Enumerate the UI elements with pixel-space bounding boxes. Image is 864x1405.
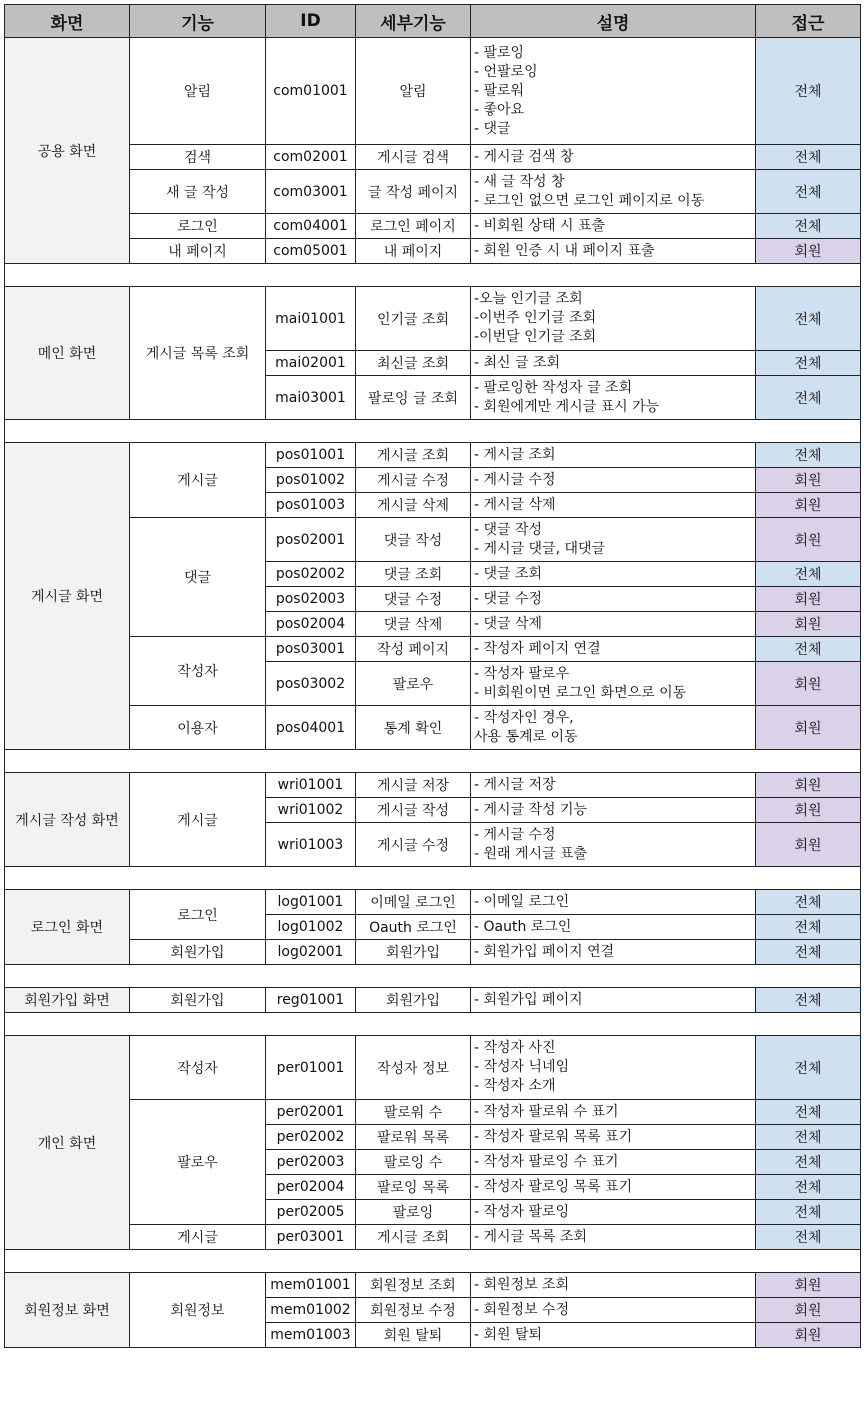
- description-line: - 팔로워: [474, 82, 525, 99]
- access-badge: 회원: [756, 773, 861, 798]
- description-cell: [471, 214, 756, 239]
- description-cell: [471, 637, 756, 662]
- id-cell: wri01001: [266, 773, 356, 798]
- table-row: [5, 38, 861, 145]
- description-line: - 작성자 팔로워 목록 표기: [474, 1128, 633, 1145]
- access-badge: 회원: [756, 518, 861, 562]
- screen-cell: 메인 화면: [5, 287, 130, 420]
- description-cell: [471, 988, 756, 1013]
- access-badge: 회원: [756, 239, 861, 264]
- screen-cell: 회원가입 화면: [5, 988, 130, 1013]
- divider-cell: [5, 1250, 861, 1273]
- description-cell: [471, 468, 756, 493]
- description-cell: [471, 1125, 756, 1150]
- description-line: - 작성자인 경우,: [474, 709, 574, 726]
- detail-cell: 글 작성 페이지: [356, 170, 471, 214]
- description-line: - 팔로잉한 작성자 글 조회: [474, 379, 633, 396]
- id-cell: mai01001: [266, 287, 356, 351]
- description-cell: [471, 940, 756, 965]
- table-row: [5, 214, 861, 239]
- description-line: - 회원정보 조회: [474, 1276, 570, 1293]
- detail-cell: 게시글 조회: [356, 443, 471, 468]
- id-cell: pos01003: [266, 493, 356, 518]
- table-row: [5, 773, 861, 798]
- detail-cell: 팔로잉 수: [356, 1150, 471, 1175]
- table-row: [5, 1100, 861, 1125]
- description-cell: [471, 1175, 756, 1200]
- group-divider: [5, 420, 861, 443]
- description-line: - 회원가입 페이지: [474, 991, 583, 1008]
- description-cell: [471, 1150, 756, 1175]
- id-cell: per02004: [266, 1175, 356, 1200]
- description-cell: [471, 239, 756, 264]
- description-line: - 이메일 로그인: [474, 893, 570, 910]
- table-row: [5, 637, 861, 662]
- detail-cell: 로그인 페이지: [356, 214, 471, 239]
- description-cell: [471, 612, 756, 637]
- feature-cell: 회원가입: [130, 940, 266, 965]
- description-line: - 회원가입 페이지 연결: [474, 943, 615, 960]
- detail-cell: 알림: [356, 38, 471, 145]
- access-badge: 회원: [756, 587, 861, 612]
- id-cell: mem01002: [266, 1298, 356, 1323]
- divider-cell: [5, 965, 861, 988]
- description-cell: [471, 587, 756, 612]
- description-line: - 작성자 팔로워 수 표기: [474, 1103, 619, 1120]
- description-cell: [471, 1036, 756, 1100]
- description-cell: [471, 287, 756, 351]
- divider-cell: [5, 420, 861, 443]
- description-line: - Oauth 로그인: [474, 918, 572, 935]
- description-cell: [471, 38, 756, 145]
- description-line: -오늘 인기글 조회: [474, 291, 583, 307]
- divider-cell: [5, 264, 861, 287]
- detail-cell: 내 페이지: [356, 239, 471, 264]
- access-badge: 전체: [756, 562, 861, 587]
- detail-cell: 팔로잉 글 조회: [356, 376, 471, 420]
- detail-cell: 게시글 검색: [356, 145, 471, 170]
- feature-cell: 게시글: [130, 443, 266, 518]
- description-line: - 비회원 상태 시 표출: [474, 217, 606, 234]
- header-row: [5, 5, 861, 38]
- description-line: - 게시글 저장: [474, 776, 556, 793]
- feature-cell: 게시글 목록 조회: [130, 287, 266, 420]
- description-cell: [471, 662, 756, 706]
- header-id: ID: [266, 5, 356, 38]
- table-row: [5, 890, 861, 915]
- description-line: - 댓글 조회: [474, 565, 543, 582]
- screen-cell: 게시글 화면: [5, 443, 130, 750]
- detail-cell: 회원정보 조회: [356, 1273, 471, 1298]
- access-badge: 회원: [756, 612, 861, 637]
- description-line: - 작성자 사진: [474, 1040, 556, 1056]
- detail-cell: 작성자 정보: [356, 1036, 471, 1100]
- feature-cell: 게시글: [130, 1225, 266, 1250]
- detail-cell: 댓글 수정: [356, 587, 471, 612]
- feature-cell: 작성자: [130, 1036, 266, 1100]
- id-cell: per02003: [266, 1150, 356, 1175]
- description-cell: [471, 823, 756, 867]
- id-cell: mem01001: [266, 1273, 356, 1298]
- id-cell: wri01003: [266, 823, 356, 867]
- divider-cell: [5, 750, 861, 773]
- id-cell: pos02002: [266, 562, 356, 587]
- id-cell: wri01002: [266, 798, 356, 823]
- feature-cell: 로그인: [130, 214, 266, 239]
- feature-cell: 새 글 작성: [130, 170, 266, 214]
- access-badge: 전체: [756, 1175, 861, 1200]
- id-cell: log01001: [266, 890, 356, 915]
- description-cell: [471, 706, 756, 750]
- access-badge: 전체: [756, 376, 861, 420]
- detail-cell: 댓글 작성: [356, 518, 471, 562]
- id-cell: pos03002: [266, 662, 356, 706]
- access-badge: 전체: [756, 940, 861, 965]
- description-cell: [471, 145, 756, 170]
- access-badge: 회원: [756, 706, 861, 750]
- access-badge: 전체: [756, 170, 861, 214]
- access-badge: 회원: [756, 823, 861, 867]
- description-line: - 댓글 작성: [474, 521, 543, 538]
- table-row: [5, 706, 861, 750]
- description-line: -이번달 인기글 조회: [474, 329, 597, 345]
- detail-cell: 회원가입: [356, 940, 471, 965]
- id-cell: log02001: [266, 940, 356, 965]
- detail-cell: 게시글 조회: [356, 1225, 471, 1250]
- table-row: [5, 239, 861, 264]
- description-cell: [471, 443, 756, 468]
- id-cell: com01001: [266, 38, 356, 145]
- description-cell: [471, 773, 756, 798]
- id-cell: pos04001: [266, 706, 356, 750]
- header-screen: 화면: [5, 5, 130, 38]
- description-line: - 작성자 페이지 연결: [474, 640, 601, 657]
- description-cell: [471, 890, 756, 915]
- id-cell: per02001: [266, 1100, 356, 1125]
- description-line: - 게시글 조회: [474, 446, 556, 463]
- id-cell: com02001: [266, 145, 356, 170]
- access-badge: 전체: [756, 1225, 861, 1250]
- detail-cell: 이메일 로그인: [356, 890, 471, 915]
- id-cell: reg01001: [266, 988, 356, 1013]
- description-line: - 회원에게만 게시글 표시 가능: [474, 398, 660, 415]
- access-badge: 회원: [756, 1298, 861, 1323]
- table-row: [5, 518, 861, 562]
- description-cell: [471, 1298, 756, 1323]
- detail-cell: 댓글 조회: [356, 562, 471, 587]
- detail-cell: 게시글 작성: [356, 798, 471, 823]
- description-line: - 로그인 없으면 로그인 페이지로 이동: [474, 192, 705, 209]
- description-line: - 회원정보 수정: [474, 1301, 570, 1318]
- detail-cell: 인기글 조회: [356, 287, 471, 351]
- description-cell: [471, 493, 756, 518]
- header-access: 접근: [756, 5, 861, 38]
- access-badge: 전체: [756, 988, 861, 1013]
- id-cell: pos01001: [266, 443, 356, 468]
- screen-cell: 회원정보 화면: [5, 1273, 130, 1348]
- id-cell: com03001: [266, 170, 356, 214]
- access-badge: 전체: [756, 1150, 861, 1175]
- description-cell: [471, 1100, 756, 1125]
- access-badge: 전체: [756, 1125, 861, 1150]
- description-cell: [471, 915, 756, 940]
- detail-cell: 최신글 조회: [356, 351, 471, 376]
- access-badge: 회원: [756, 798, 861, 823]
- table-row: [5, 443, 861, 468]
- group-divider: [5, 965, 861, 988]
- access-badge: 전체: [756, 38, 861, 145]
- table-row: [5, 1273, 861, 1298]
- description-line: - 게시글 검색 창: [474, 148, 574, 165]
- id-cell: per03001: [266, 1225, 356, 1250]
- access-badge: 회원: [756, 1273, 861, 1298]
- description-cell: [471, 351, 756, 376]
- description-line: - 작성자 팔로잉: [474, 1203, 570, 1220]
- detail-cell: 댓글 삭제: [356, 612, 471, 637]
- header-detail: 세부기능: [356, 5, 471, 38]
- group-divider: [5, 1013, 861, 1036]
- description-line: - 작성자 팔로우: [474, 665, 570, 682]
- description-cell: [471, 1225, 756, 1250]
- description-line: - 회원 인증 시 내 페이지 표출: [474, 242, 655, 259]
- detail-cell: 통계 확인: [356, 706, 471, 750]
- id-cell: per02002: [266, 1125, 356, 1150]
- feature-cell: 작성자: [130, 637, 266, 706]
- table-row: [5, 1225, 861, 1250]
- access-badge: 회원: [756, 468, 861, 493]
- id-cell: pos02003: [266, 587, 356, 612]
- screen-cell: 게시글 작성 화면: [5, 773, 130, 867]
- feature-cell: 검색: [130, 145, 266, 170]
- feature-cell: 팔로우: [130, 1100, 266, 1225]
- screen-cell: 개인 화면: [5, 1036, 130, 1250]
- table-row: [5, 1036, 861, 1100]
- table-row: [5, 287, 861, 351]
- id-cell: com05001: [266, 239, 356, 264]
- access-badge: 전체: [756, 1036, 861, 1100]
- feature-cell: 알림: [130, 38, 266, 145]
- detail-cell: 회원 탈퇴: [356, 1323, 471, 1348]
- screen-cell: 공용 화면: [5, 38, 130, 264]
- description-line: -이번주 인기글 조회: [474, 310, 597, 326]
- table-row: [5, 988, 861, 1013]
- feature-cell: 댓글: [130, 518, 266, 637]
- detail-cell: 게시글 수정: [356, 823, 471, 867]
- description-line: - 팔로잉: [474, 44, 525, 61]
- access-badge: 전체: [756, 443, 861, 468]
- description-line: - 비회원이면 로그인 화면으로 이동: [474, 684, 687, 701]
- id-cell: mai03001: [266, 376, 356, 420]
- description-cell: [471, 1273, 756, 1298]
- description-line: - 게시글 작성 기능: [474, 801, 588, 818]
- divider-cell: [5, 1013, 861, 1036]
- id-cell: mai02001: [266, 351, 356, 376]
- header-description: 설명: [471, 5, 756, 38]
- detail-cell: 팔로잉 목록: [356, 1175, 471, 1200]
- access-badge: 전체: [756, 145, 861, 170]
- group-divider: [5, 750, 861, 773]
- table-row: [5, 145, 861, 170]
- table-row: [5, 170, 861, 214]
- description-cell: [471, 376, 756, 420]
- description-line: - 게시글 삭제: [474, 496, 556, 513]
- description-line: - 언팔로잉: [474, 63, 538, 80]
- detail-cell: Oauth 로그인: [356, 915, 471, 940]
- description-line: - 작성자 소개: [474, 1078, 556, 1094]
- description-cell: [471, 170, 756, 214]
- group-divider: [5, 1250, 861, 1273]
- id-cell: com04001: [266, 214, 356, 239]
- header-feature: 기능: [130, 5, 266, 38]
- detail-cell: 게시글 삭제: [356, 493, 471, 518]
- id-cell: pos02004: [266, 612, 356, 637]
- feature-cell: 게시글: [130, 773, 266, 867]
- detail-cell: 팔로워 목록: [356, 1125, 471, 1150]
- description-line: - 작성자 팔로잉 수 표기: [474, 1153, 619, 1170]
- access-badge: 회원: [756, 1323, 861, 1348]
- detail-cell: 팔로워 수: [356, 1100, 471, 1125]
- id-cell: mem01003: [266, 1323, 356, 1348]
- id-cell: pos01002: [266, 468, 356, 493]
- group-divider: [5, 867, 861, 890]
- description-line: - 작성자 닉네임: [474, 1059, 570, 1075]
- description-line: - 게시글 수정: [474, 471, 556, 488]
- detail-cell: 게시글 저장: [356, 773, 471, 798]
- id-cell: log01002: [266, 915, 356, 940]
- access-badge: 전체: [756, 1200, 861, 1225]
- description-line: - 게시글 댓글, 대댓글: [474, 540, 606, 557]
- feature-cell: 회원정보: [130, 1273, 266, 1348]
- detail-cell: 팔로잉: [356, 1200, 471, 1225]
- id-cell: pos03001: [266, 637, 356, 662]
- id-cell: per02005: [266, 1200, 356, 1225]
- description-cell: [471, 798, 756, 823]
- description-line: - 최신 글 조회: [474, 354, 561, 371]
- detail-cell: 작성 페이지: [356, 637, 471, 662]
- feature-cell: 회원가입: [130, 988, 266, 1013]
- description-cell: [471, 1200, 756, 1225]
- feature-cell: 내 페이지: [130, 239, 266, 264]
- access-badge: 전체: [756, 890, 861, 915]
- access-badge: 전체: [756, 637, 861, 662]
- feature-spec-table: [4, 4, 861, 1348]
- description-line: - 작성자 팔로잉 목록 표기: [474, 1178, 633, 1195]
- feature-cell: 로그인: [130, 890, 266, 940]
- description-line: - 새 글 작성 창: [474, 173, 565, 190]
- access-badge: 회원: [756, 662, 861, 706]
- description-line: - 댓글 수정: [474, 590, 543, 607]
- id-cell: pos02001: [266, 518, 356, 562]
- description-line: - 원래 게시글 표출: [474, 845, 588, 862]
- description-line: - 게시글 목록 조회: [474, 1228, 588, 1245]
- description-line: - 좋아요: [474, 101, 525, 118]
- detail-cell: 회원정보 수정: [356, 1298, 471, 1323]
- detail-cell: 팔로우: [356, 662, 471, 706]
- id-cell: per01001: [266, 1036, 356, 1100]
- detail-cell: 회원가입: [356, 988, 471, 1013]
- description-line: 사용 통계로 이동: [474, 728, 578, 745]
- description-line: - 회원 탈퇴: [474, 1326, 543, 1343]
- description-cell: [471, 518, 756, 562]
- access-badge: 전체: [756, 351, 861, 376]
- group-divider: [5, 264, 861, 287]
- access-badge: 전체: [756, 214, 861, 239]
- access-badge: 회원: [756, 493, 861, 518]
- description-line: - 댓글: [474, 120, 511, 137]
- description-cell: [471, 1323, 756, 1348]
- detail-cell: 게시글 수정: [356, 468, 471, 493]
- description-cell: [471, 562, 756, 587]
- description-line: - 게시글 수정: [474, 826, 556, 843]
- access-badge: 전체: [756, 1100, 861, 1125]
- divider-cell: [5, 867, 861, 890]
- feature-cell: 이용자: [130, 706, 266, 750]
- description-line: - 댓글 삭제: [474, 615, 543, 632]
- access-badge: 전체: [756, 287, 861, 351]
- table-row: [5, 940, 861, 965]
- screen-cell: 로그인 화면: [5, 890, 130, 965]
- access-badge: 전체: [756, 915, 861, 940]
